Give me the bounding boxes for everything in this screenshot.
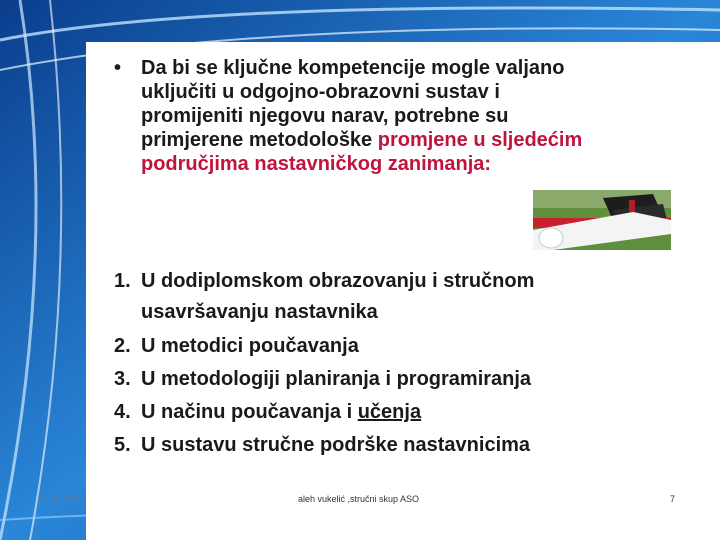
graduation-photo — [533, 190, 671, 250]
list-number: 3. — [114, 368, 131, 390]
list-number: 1. — [114, 270, 131, 292]
list-text: U sustavu stručne podrške nastavnicima — [141, 434, 531, 456]
list-text: U dodiplomskom obrazovanju i stručnom usavršavanju nastavnika — [141, 270, 535, 323]
list-number: 5. — [114, 434, 131, 456]
intro-text-red: promjene u sljedećim područjima nastavničkog zanimanja: — [141, 129, 583, 175]
list-text: U načinu poučavanja i — [141, 401, 358, 423]
list-text-underlined: učenja — [357, 401, 422, 423]
list-number: 4. — [114, 401, 131, 423]
intro-text — [141, 56, 584, 176]
intro-text-black: Da bi se ključne kompetencije mogle valjano uključiti u odgojno-obrazovni sustav i promijeniti njegovu narav, potrebne su primjerene metodološke — [141, 57, 565, 151]
list-item — [114, 429, 634, 462]
list-item — [114, 396, 634, 429]
bullet-dot: • — [114, 57, 122, 79]
list-item — [114, 330, 634, 363]
footer-date: 31.03.2009. — [38, 494, 86, 504]
footer-author: aleh vukelić ,stručni skup ASO — [298, 494, 420, 504]
list-text: U metodici poučavanja — [141, 335, 359, 357]
intro-bullet — [114, 56, 584, 176]
numbered-list — [114, 266, 634, 462]
list-number: 2. — [114, 335, 131, 357]
list-text: U metodologiji planiranja i programiranja — [141, 368, 532, 390]
list-item — [114, 266, 634, 328]
list-item — [114, 363, 634, 396]
footer-page-number: 7 — [670, 494, 676, 504]
